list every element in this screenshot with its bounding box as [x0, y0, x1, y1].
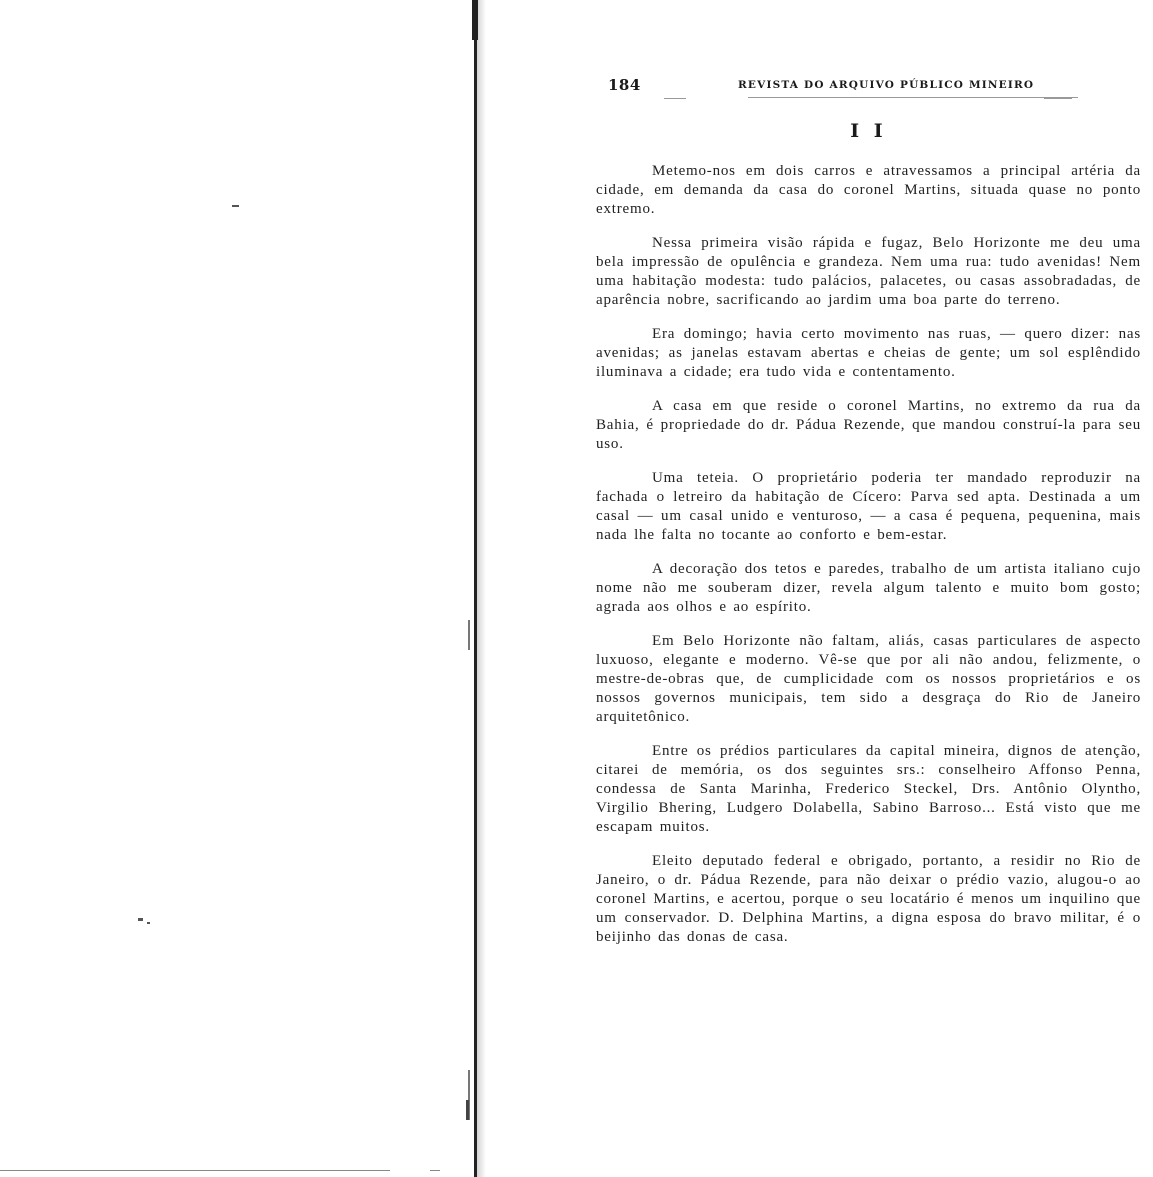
gutter-shadow [476, 0, 486, 1177]
page-speck [232, 205, 239, 207]
section-numeral: I I [850, 120, 887, 142]
body-paragraph: Entre os prédios particulares da capital mineira, dignos de atenção, citarei de memória, os dos seguintes srs.: conselheiro Affonso Penna, condessa de Santa Marinha, Frederico Steckel, Drs. Antônio Olyntho, Virgilio Bhering, Ludgero Dolabella, Sabino Barroso... Está visto que me escapam muitos. [596, 743, 1141, 835]
gutter-mark [466, 1100, 469, 1120]
body-paragraph: Eleito deputado federal e obrigado, portanto, a residir no Rio de Janeiro, o dr. Pádua Rezende, para não deixar o prédio vazio, alugou-o ao coronel Martins, e acertou, porque o seu locatário é menos um inquilino que um conservador. D. Delphina Martins, a digna esposa do bravo militar, é o beijinho das donas de casa. [596, 853, 1141, 945]
page-speck [147, 922, 150, 924]
page-number: 184 [608, 76, 641, 94]
spine-line-top [472, 0, 478, 40]
header-rule [664, 98, 686, 99]
running-head [596, 72, 1141, 108]
spine-line [474, 0, 477, 1177]
page-speck [138, 918, 143, 921]
text-page [596, 72, 1141, 962]
body-paragraph: Nessa primeira visão rápida e fugaz, Belo Horizonte me deu uma bela impressão de opulência e grandeza. Nem uma rua: tudo avenidas! Nem uma habitação modesta: tudo palácios, palacetes, ou casas assobradadas, de aparência nobre, sacrificando ao jardim uma boa parte do terreno. [596, 235, 1141, 308]
header-rule [1044, 98, 1072, 99]
page-bottom-edge [430, 1170, 440, 1171]
body-paragraph: Metemo-nos em dois carros e atravessamos a principal artéria da cidade, em demanda da casa do coronel Martins, situada quase no ponto extremo. [596, 163, 1141, 217]
body-paragraph: Era domingo; havia certo movimento nas ruas, — quero dizer: nas avenidas; as janelas estavam abertas e cheias de gente; um sol esplêndido iluminava a cidade; era tudo vida e contentamento. [596, 326, 1141, 380]
page-bottom-edge [0, 1170, 390, 1171]
blank-facing-page [0, 0, 470, 1177]
body-paragraph: A casa em que reside o coronel Martins, no extremo da rua da Bahia, é propriedade do dr. Pádua Rezende, que mandou construí-la para seu uso. [596, 398, 1141, 452]
gutter-mark [468, 620, 470, 650]
header-rule [748, 97, 1078, 98]
journal-title: REVISTA DO ARQUIVO PÚBLICO MINEIRO [738, 79, 1035, 91]
body-paragraph: Em Belo Horizonte não faltam, aliás, casas particulares de aspecto luxuoso, elegante e moderno. Vê-se que por ali não andou, felizmente, o mestre-de-obras que, de cumplicidade com os nossos proprietários e os nossos governos municipais, tem sido a desgraça do Rio de Janeiro arquitetônico. [596, 633, 1141, 725]
body-paragraph: A decoração dos tetos e paredes, trabalho de um artista italiano cujo nome não me souberam dizer, revela algum talento e muito bom gosto; agrada aos olhos e ao espírito. [596, 561, 1141, 615]
body-paragraph: Uma teteia. O proprietário poderia ter mandado reproduzir na fachada o letreiro da habitação de Cícero: Parva sed apta. Destinada a um casal — um casal unido e venturoso, — a casa é pequena, pequenina, mais nada lhe falta no tocante ao conforto e bem-estar. [596, 470, 1141, 543]
book-gutter [468, 0, 486, 1177]
